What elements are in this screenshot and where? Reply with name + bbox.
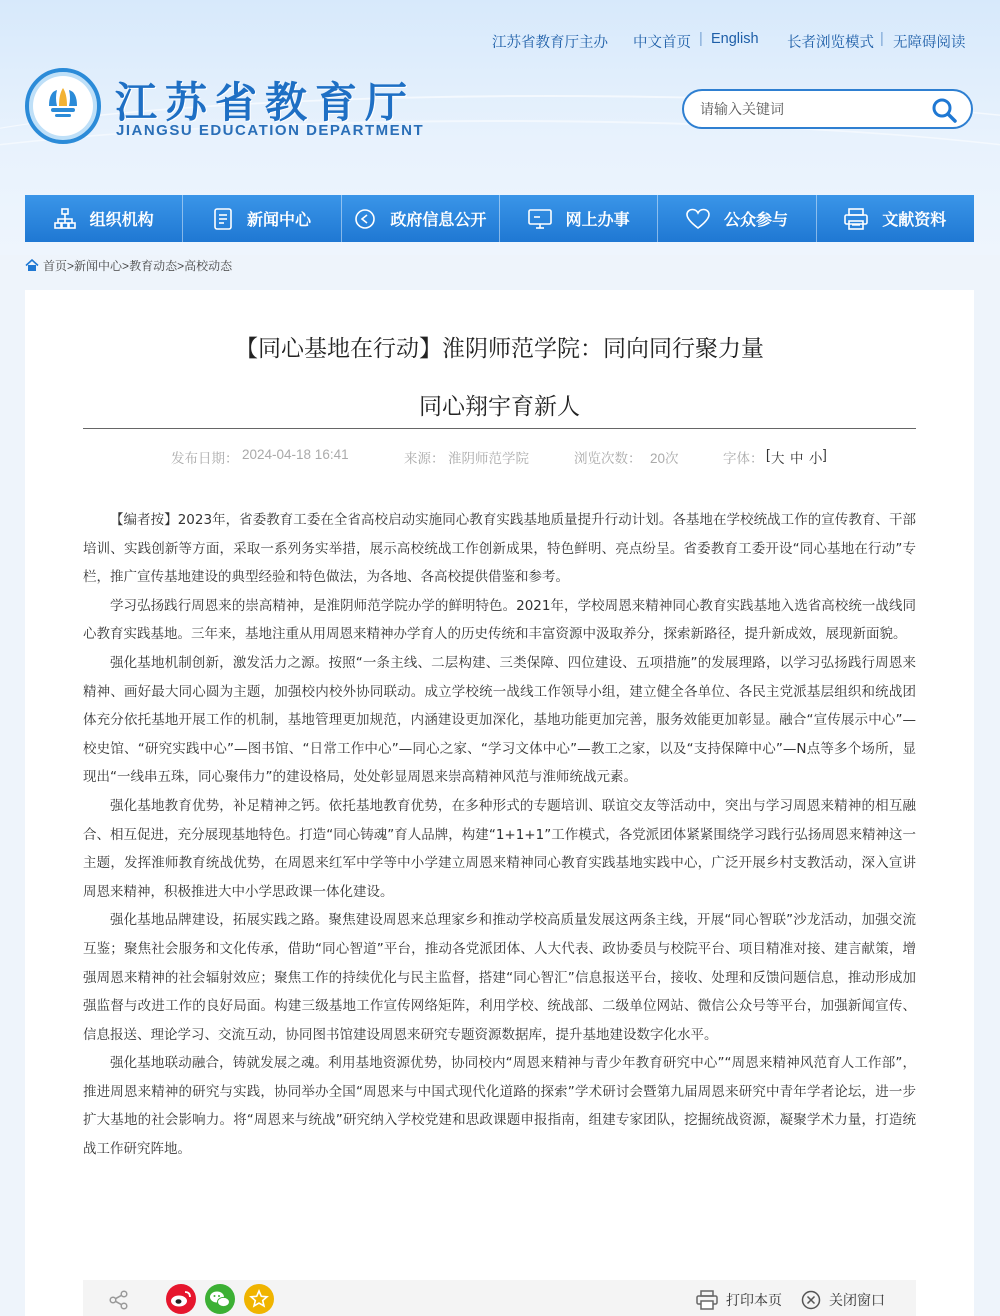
home-cn-link[interactable]: 中文首页	[633, 35, 691, 51]
print-page-button[interactable]	[696, 1290, 782, 1310]
news-document-icon	[213, 208, 233, 230]
nav-label: 新闻中心	[246, 212, 311, 229]
article-title-line2: 同心翔宇育新人	[419, 394, 580, 420]
info-open-icon	[354, 208, 376, 230]
site-name-cn[interactable]: 江苏省教育厅	[115, 78, 416, 127]
nav-item-documents[interactable]	[817, 195, 974, 242]
close-label: 关闭窗口	[829, 1292, 885, 1308]
weibo-icon[interactable]	[166, 1284, 196, 1314]
nav-label: 公众参与	[723, 212, 788, 229]
english-link[interactable]: English	[711, 31, 759, 47]
top-links: 江苏省教育厅主办 中文首页 | English 长者浏览模式 | 无障碍阅读	[492, 31, 966, 51]
breadcrumb-home[interactable]: 首页	[43, 259, 68, 273]
article-panel	[25, 290, 974, 1316]
source-value: 淮阴师范学院	[448, 451, 529, 466]
title-divider	[83, 428, 916, 429]
search-box	[682, 89, 973, 129]
font-medium-button[interactable]: 中	[790, 451, 804, 466]
favorite-icon[interactable]	[244, 1284, 274, 1314]
font-small-button[interactable]: 小	[809, 451, 823, 466]
host-label: 江苏省教育厅主办	[492, 35, 608, 51]
elder-mode-link[interactable]: 长者浏览模式	[787, 35, 874, 51]
breadcrumb-news-center[interactable]: 新闻中心	[74, 259, 123, 273]
nav-label: 网上办事	[565, 212, 630, 229]
article-meta: 发布日期： 2024-04-18 16:41 来源： 淮阴师范学院 浏览次数： 20次 字体： [ 大 中 小 ]	[171, 447, 827, 466]
share-icon[interactable]	[109, 1290, 129, 1310]
search-icon[interactable]	[931, 97, 957, 123]
emblem-icon	[45, 84, 81, 120]
source-label: 来源：	[404, 451, 445, 466]
publish-date-label: 发布日期：	[171, 451, 239, 466]
site-name-en: JIANGSU EDUCATION DEPARTMENT	[116, 122, 425, 139]
breadcrumb: 首页 > 新闻中心 > 教育动态 > 高校动态	[25, 257, 232, 274]
share-bar	[83, 1280, 916, 1316]
wechat-icon[interactable]	[205, 1284, 235, 1314]
article-paragraph: 强化基地机制创新，激发活力之源。按照“一条主线、二层构建、三类保障、四位建设、五项措施”的发展理路，以学习弘扬践行周恩来精神、画好最大同心圆为主题，加强校内校外协同联动。成立学校统一战线工作领导小组，建立健全各单位、各民主党派基层组织和统战团体充分依托基地开展工作的机制，基地管理更加规范，内涵建设更加深化，基地功能更加完善，服务效能更加彰显。融合“宣传展示中心”—校史馆、“研究实践中心”—图书馆、“日常工作中心”—同心之家、“学习文体中心”—教工之家，以及“支持保障中心”—N点等多个场所，显现出“一线串五珠，同心聚伟力”的建设格局，处处彰显周恩来崇高精神风范与淮师统战元素。	[83, 654, 916, 786]
nav-label: 组织机构	[89, 212, 154, 229]
printer-archive-icon	[844, 208, 868, 230]
heart-icon	[686, 208, 710, 230]
article-paragraph: 【编者按】2023年，省委教育工委在全省高校启动实施同心教育实践基地质量提升行动计划。各基地在学校统战工作的宣传教育、干部培训、实践创新等方面，采取一系列务实举措，展示高校统战工作创新成果，特色鲜明、亮点纷呈。省委教育工委开设“同心基地在行动”专栏，推广宣传基地建设的典型经验和特色做法，为各地、各高校提供借鉴和参考。	[83, 512, 916, 586]
nav-item-org[interactable]	[25, 195, 183, 242]
article-body	[83, 506, 916, 1164]
main-nav	[25, 195, 974, 242]
monitor-icon	[528, 208, 552, 230]
breadcrumb-education-news[interactable]: 教育动态	[129, 259, 178, 273]
nav-item-gov-info[interactable]	[342, 195, 500, 242]
article-paragraph: 强化基地联动融合，铸就发展之魂。利用基地资源优势，协同校内“周恩来精神与青少年教育研究中心”“周恩来精神风范育人工作部”，推进周恩来精神的研究与实践，协同举办全国“周恩来与中国式现代化道路的探索”学术研讨会暨第九届周恩来研究中青年学者论坛，进一步扩大基地的社会影响力。将“周恩来与统战”研究纳入学校党建和思政课题申报指南，组建专家团队，挖掘统战资源，凝聚学术力量，打造统战工作研究阵地。	[83, 1055, 916, 1158]
font-size-label: 字体：	[723, 451, 764, 466]
nav-label: 文献资料	[882, 212, 947, 229]
org-chart-icon	[54, 208, 76, 230]
article-paragraph: 强化基地教育优势，补足精神之钙。依托基地教育优势，在多种形式的专题培训、联谊交友等活动中，突出与学习周恩来精神的相互融合、相互促进，充分展现基地特色。打造“同心铸魂”育人品牌，构建“1+1+1”工作模式，各党派团体紧紧围绕学习践行弘扬周恩来精神这一主题，发挥淮师教育统战优势，在周恩来红军中学等中小学建立周恩来精神同心教育实践基地实践中心，广泛开展乡村支教活动，深入宣讲周恩来精神，积极推进大中小学思政课一体化建设。	[83, 797, 916, 900]
font-large-button[interactable]: 大	[771, 451, 785, 466]
nav-item-news[interactable]	[183, 195, 341, 242]
search-input[interactable]	[700, 99, 920, 119]
views-label: 浏览次数：	[574, 451, 642, 466]
article-paragraph: 学习弘扬践行周恩来的崇高精神，是淮阴师范学院办学的鲜明特色。2021年，学校周恩来精神同心教育实践基地入选省高校统一战线同心教育实践基地。三年来，基地注重从用周恩来精神办学育人的历史传统和丰富资源中汲取养分，探索新路径，提升新成效，展现新面貌。	[83, 597, 916, 643]
print-label: 打印本页	[726, 1292, 782, 1308]
views-count: 20次	[650, 451, 679, 466]
nav-item-public[interactable]	[658, 195, 816, 242]
accessible-reading-link[interactable]: 无障碍阅读	[893, 35, 966, 51]
home-icon	[25, 259, 39, 272]
close-icon	[801, 1290, 821, 1310]
printer-icon	[696, 1290, 718, 1310]
nav-label: 政府信息公开	[390, 212, 487, 229]
breadcrumb-university-news[interactable]: 高校动态	[184, 259, 233, 273]
logo-emblem[interactable]	[25, 68, 101, 144]
close-window-button[interactable]	[801, 1290, 885, 1310]
publish-date: 2024-04-18 16:41	[242, 447, 349, 462]
article-paragraph: 强化基地品牌建设，拓展实践之路。聚焦建设周恩来总理家乡和推动学校高质量发展这两条主线，开展“同心智联”沙龙活动，加强交流互鉴；聚焦社会服务和文化传承，借助“同心智道”平台，推动各党派团体、人大代表、政协委员与校院平台、项目精准对接、建言献策，增强周恩来精神的社会辐射效应；聚焦工作的持续优化与民主监督，搭建“同心智汇”信息报送平台，接收、处理和反馈问题信息，推动形成加强监督与改进工作的良好局面。构建三级基地工作宣传网络矩阵，利用学校、统战部、二级单位网站、微信公众号等平台，加强新闻宣传、信息报送、理论学习、交流互动，协同图书馆建设周恩来研究专题资源数据库，提升基地建设数字化水平。	[83, 912, 916, 1043]
article-title-line1: 【同心基地在行动】淮阴师范学院：同向同行聚力量	[235, 336, 764, 362]
nav-item-online-service[interactable]	[500, 195, 658, 242]
